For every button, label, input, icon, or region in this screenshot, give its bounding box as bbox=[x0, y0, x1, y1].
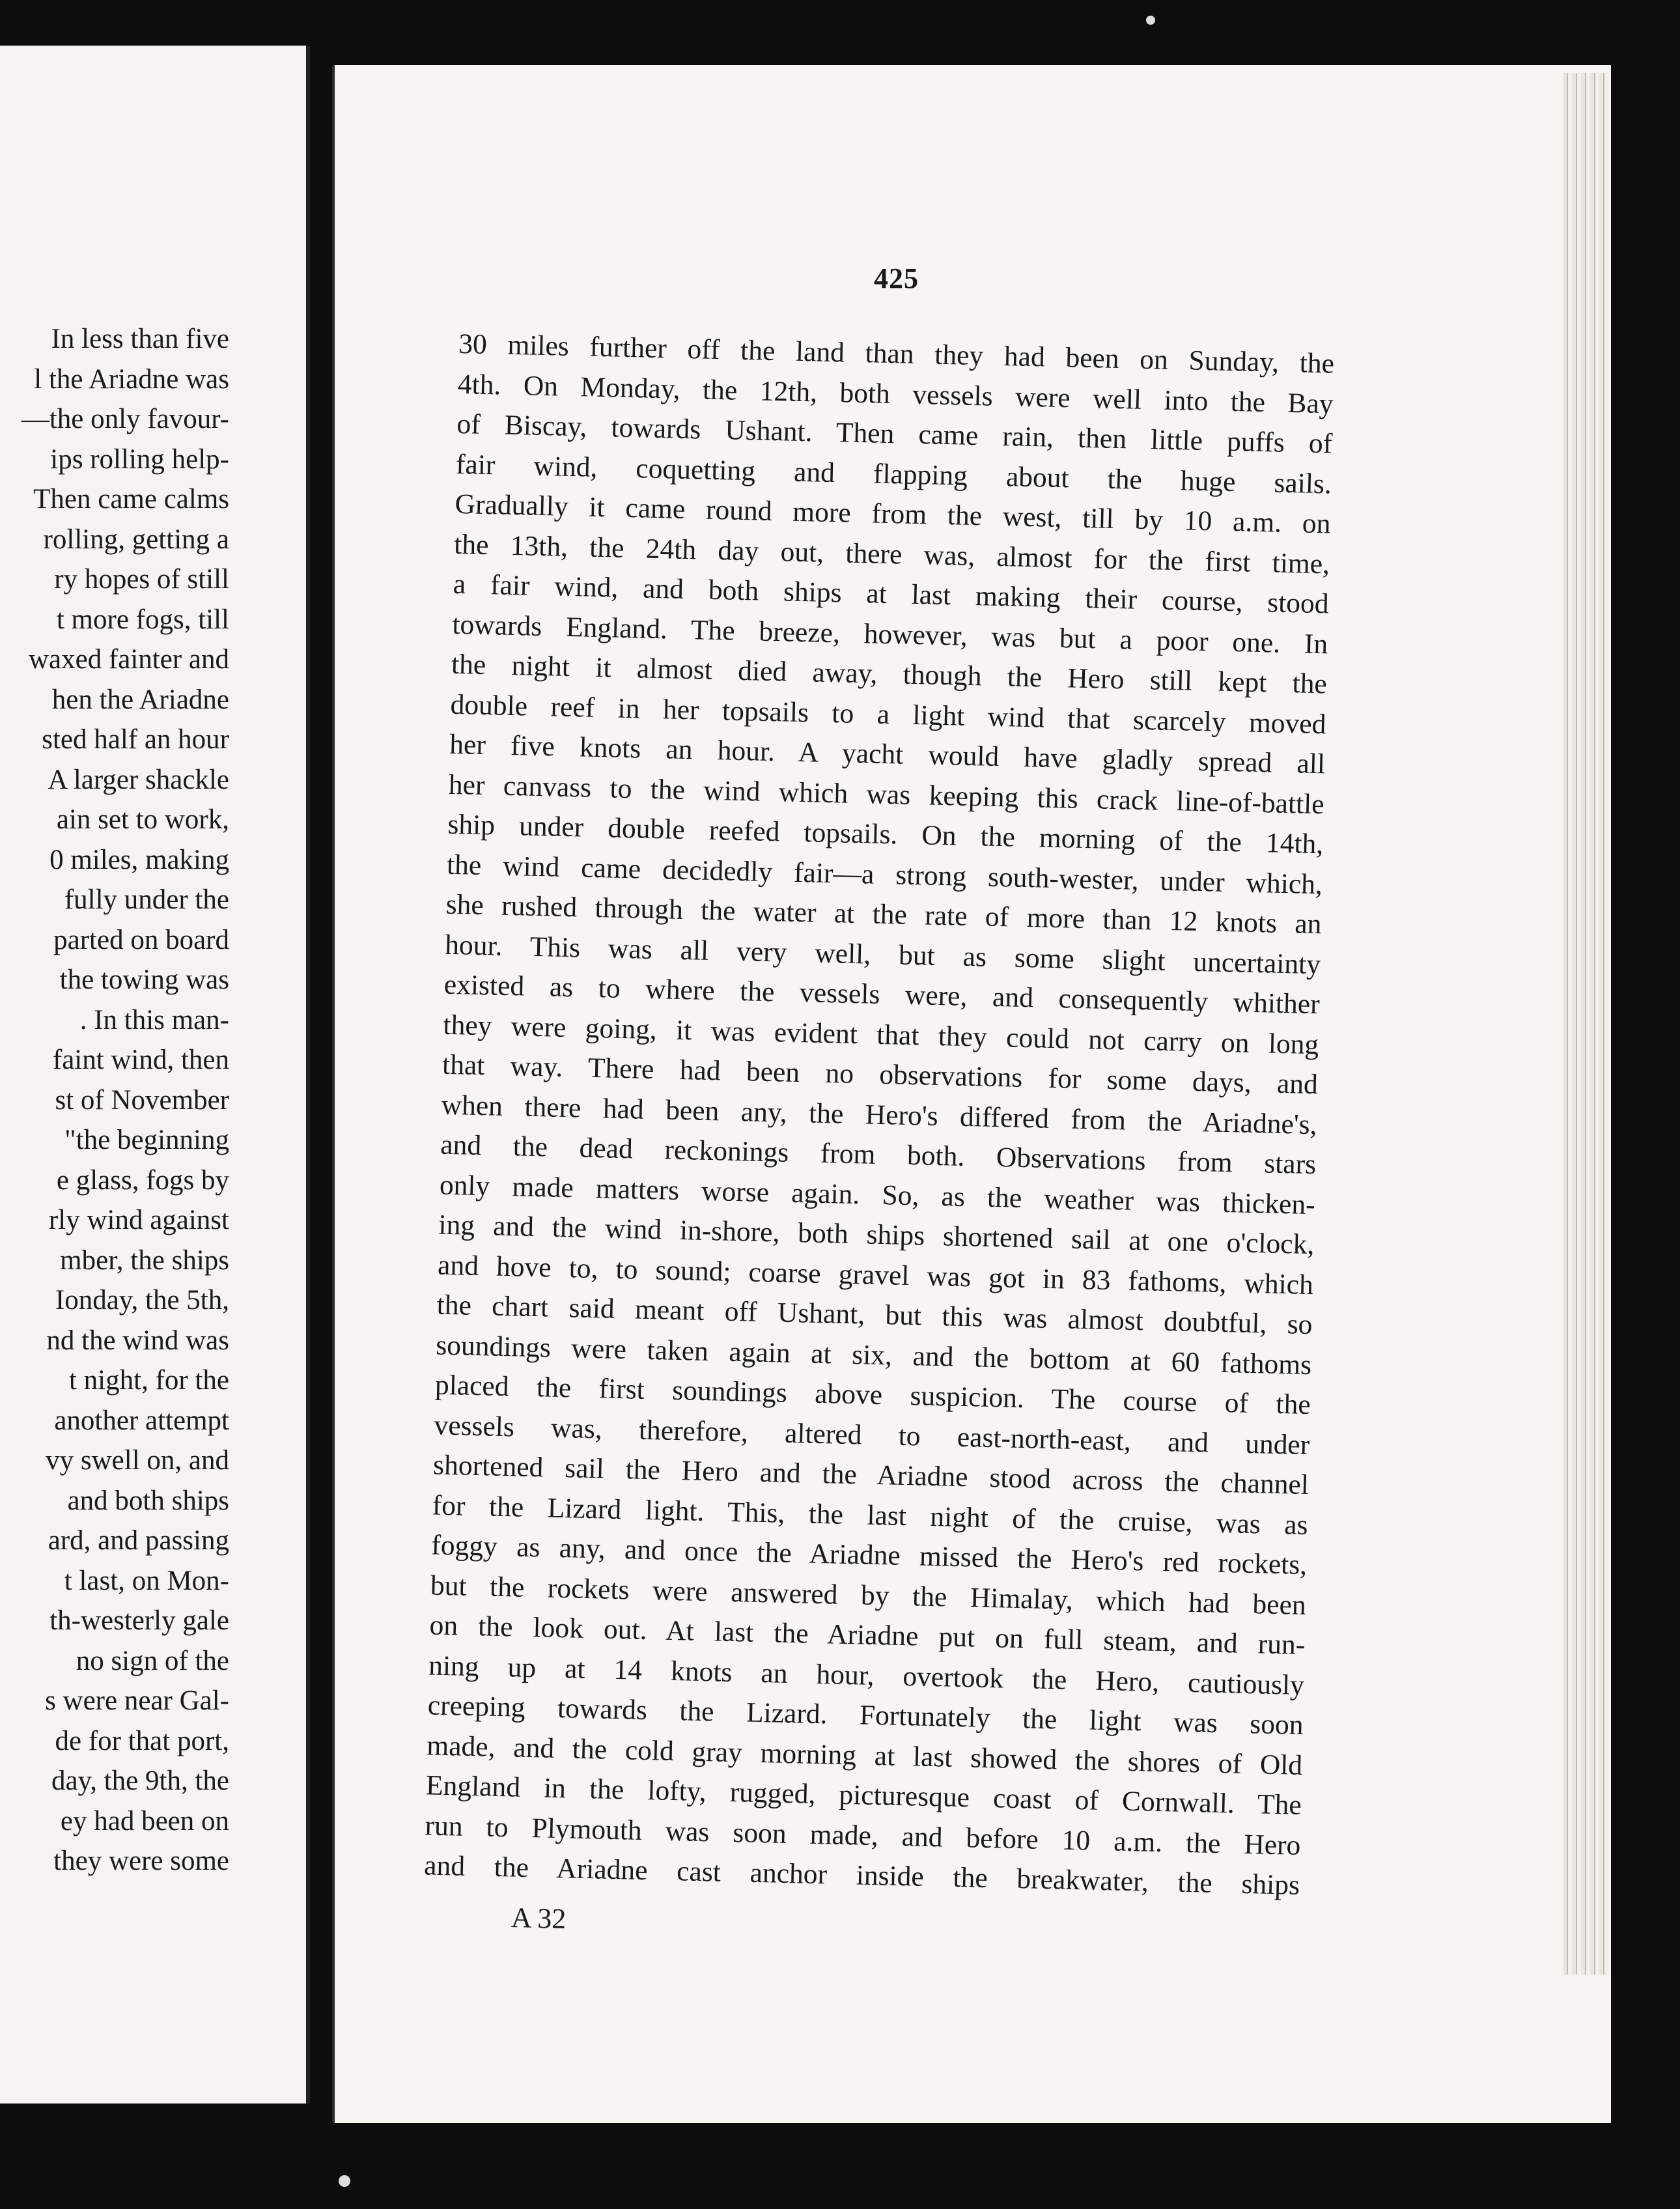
text-line: 30 miles further off the land than they had been on Sunday, the bbox=[458, 328, 1335, 380]
text-line: the 13th, the 24th day out, there was, almost for the first time, bbox=[453, 528, 1330, 580]
text-line: creeping towards the Lizard. Fortunately the light was soon bbox=[427, 1689, 1304, 1741]
previous-page-line: hen the Ariadne bbox=[51, 684, 229, 715]
previous-page-line: and both ships bbox=[67, 1485, 229, 1516]
previous-page-line: nd the wind was bbox=[46, 1325, 229, 1356]
text-line: and hove to, to sound; coarse gravel was got in 83 fathoms, which bbox=[437, 1249, 1314, 1301]
text-line: that way. There had been no observations for some days, and bbox=[441, 1048, 1319, 1101]
previous-page-line: vy swell on, and bbox=[46, 1445, 229, 1476]
previous-page-line: s were near Gal- bbox=[45, 1685, 229, 1716]
previous-page-line: t last, on Mon- bbox=[64, 1565, 229, 1596]
previous-page-line: t more fogs, till bbox=[56, 604, 229, 635]
previous-page-line: ry hopes of still bbox=[54, 564, 229, 595]
text-line: placed the first soundings above suspicion. The course of the bbox=[434, 1369, 1311, 1421]
text-line: England in the lofty, rugged, picturesque coast of Cornwall. The bbox=[425, 1769, 1302, 1821]
previous-page-line: —the only favour- bbox=[21, 404, 229, 434]
previous-page-line: no sign of the bbox=[76, 1645, 229, 1676]
text-line: ing and the wind in-shore, both ships shortened sail at one o'clock, bbox=[438, 1209, 1315, 1261]
page-number: 425 bbox=[874, 262, 919, 294]
text-line: 4th. On Monday, the 12th, both vessels were well into the Bay bbox=[457, 368, 1334, 419]
page-edges bbox=[1563, 73, 1608, 1975]
page-body-text bbox=[424, 324, 1335, 1906]
previous-page-line: day, the 9th, the bbox=[51, 1766, 229, 1796]
previous-page-line: A larger shackle bbox=[48, 764, 229, 795]
previous-page-line: parted on board bbox=[53, 924, 229, 955]
previous-page-line: fully under the bbox=[64, 884, 229, 915]
text-line: double reef in her topsails to a light wind that scarcely moved bbox=[450, 688, 1326, 740]
text-line: she rushed through the water at the rate of more than 12 knots an bbox=[445, 888, 1322, 940]
previous-page-line: ard, and passing bbox=[48, 1525, 229, 1556]
previous-page-line: ain set to work, bbox=[56, 804, 229, 835]
previous-page-line: l the Ariadne was bbox=[34, 363, 229, 395]
text-line: ning up at 14 knots an hour, overtook the Hero, cautiously bbox=[428, 1649, 1305, 1701]
previous-page-line: rly wind against bbox=[48, 1205, 229, 1235]
text-line: for the Lizard light. This, the last night of the cruise, was as bbox=[432, 1489, 1309, 1541]
text-line: the chart said meant off Ushant, but this was almost doubtful, so bbox=[436, 1289, 1313, 1341]
text-line: fair wind, coquetting and flapping about the huge sails. bbox=[455, 448, 1332, 499]
dust-speck bbox=[339, 2175, 350, 2187]
text-line: hour. This was all very well, but as some slight uncertainty bbox=[444, 929, 1321, 980]
text-line: when there had been any, the Hero's differed from the Ariadne's, bbox=[441, 1089, 1318, 1140]
previous-page-line: t night, for the bbox=[68, 1365, 229, 1396]
previous-page-line: they were some bbox=[53, 1846, 229, 1876]
text-line: soundings were taken again at six, and the bottom at 60 fathoms bbox=[435, 1329, 1312, 1381]
previous-page-line: de for that port, bbox=[55, 1725, 229, 1756]
previous-page-line: Then came calms bbox=[33, 484, 229, 514]
previous-page-line: the towing was bbox=[59, 964, 229, 995]
previous-page-line: th-westerly gale bbox=[49, 1605, 229, 1636]
text-line: the night it almost died away, though the Hero still kept the bbox=[451, 648, 1328, 700]
text-line: existed as to where the vessels were, and consequently whither bbox=[443, 968, 1321, 1020]
text-line: and the dead reckonings from both. Observations from stars bbox=[440, 1129, 1317, 1181]
previous-page-line: Ionday, the 5th, bbox=[55, 1285, 229, 1316]
text-line: her canvass to the wind which was keeping this crack line-of-battle bbox=[448, 768, 1325, 820]
text-line: of Biscay, towards Ushant. Then came rain, then little puffs of bbox=[456, 408, 1333, 460]
previous-page-line: e glass, fogs by bbox=[56, 1164, 229, 1196]
previous-page-line: ips rolling help- bbox=[50, 443, 229, 475]
previous-page-line: 0 miles, making bbox=[49, 844, 229, 875]
previous-page-line: ey had been on bbox=[60, 1805, 229, 1836]
text-line: run to Plymouth was soon made, and before 10 a.m. the Hero bbox=[425, 1809, 1301, 1861]
text-line: foggy as any, and once the Ariadne missed the Hero's red rockets, bbox=[430, 1529, 1308, 1581]
text-line: her five knots an hour. A yacht would have gladly spread all bbox=[449, 728, 1326, 780]
text-line: made, and the cold gray morning at last showed the shores of Old bbox=[426, 1729, 1303, 1781]
previous-page-line: "the beginning bbox=[64, 1125, 229, 1155]
text-line: towards England. The breeze, however, was but a poor one. In bbox=[452, 608, 1328, 660]
previous-page-line: st of November bbox=[55, 1084, 229, 1116]
text-line: they were going, it was evident that they could not carry on long bbox=[443, 1009, 1319, 1060]
previous-page-fragment bbox=[0, 46, 310, 2103]
previous-page-line: another attempt bbox=[54, 1405, 229, 1436]
text-line: a fair wind, and both ships at last making their course, stood bbox=[453, 568, 1330, 620]
text-line: and the Ariadne cast anchor inside the breakwater, the ships bbox=[423, 1850, 1300, 1901]
previous-page-line: . In this man- bbox=[79, 1004, 229, 1035]
text-line: but the rockets were answered by the Himalay, which had been bbox=[430, 1569, 1307, 1621]
text-line: Gradually it came round more from the west, till by 10 a.m. on bbox=[455, 488, 1331, 540]
previous-page-line: rolling, getting a bbox=[43, 524, 229, 555]
previous-page-line: sted half an hour bbox=[42, 724, 229, 755]
text-line: shortened sail the Hero and the Ariadne stood across the channel bbox=[432, 1449, 1309, 1501]
previous-page-line: In less than five bbox=[51, 324, 229, 354]
dust-speck bbox=[1146, 16, 1155, 25]
signature-mark: A 32 bbox=[511, 1902, 567, 1935]
previous-page-line: waxed fainter and bbox=[28, 644, 229, 675]
text-line: only made matters worse again. So, as the weather was thicken- bbox=[439, 1169, 1316, 1220]
previous-page-line: mber, the ships bbox=[60, 1245, 229, 1276]
previous-page-line: faint wind, then bbox=[52, 1045, 229, 1075]
previous-page-text bbox=[0, 319, 229, 1881]
text-line: the wind came decidedly fair—a strong south-wester, under which, bbox=[446, 849, 1323, 900]
text-line: on the look out. At last the Ariadne put on full steam, and run- bbox=[429, 1609, 1306, 1661]
text-line: ship under double reefed topsails. On the morning of the 14th, bbox=[447, 808, 1324, 860]
text-line: vessels was, therefore, altered to east-north-east, and under bbox=[434, 1409, 1310, 1461]
